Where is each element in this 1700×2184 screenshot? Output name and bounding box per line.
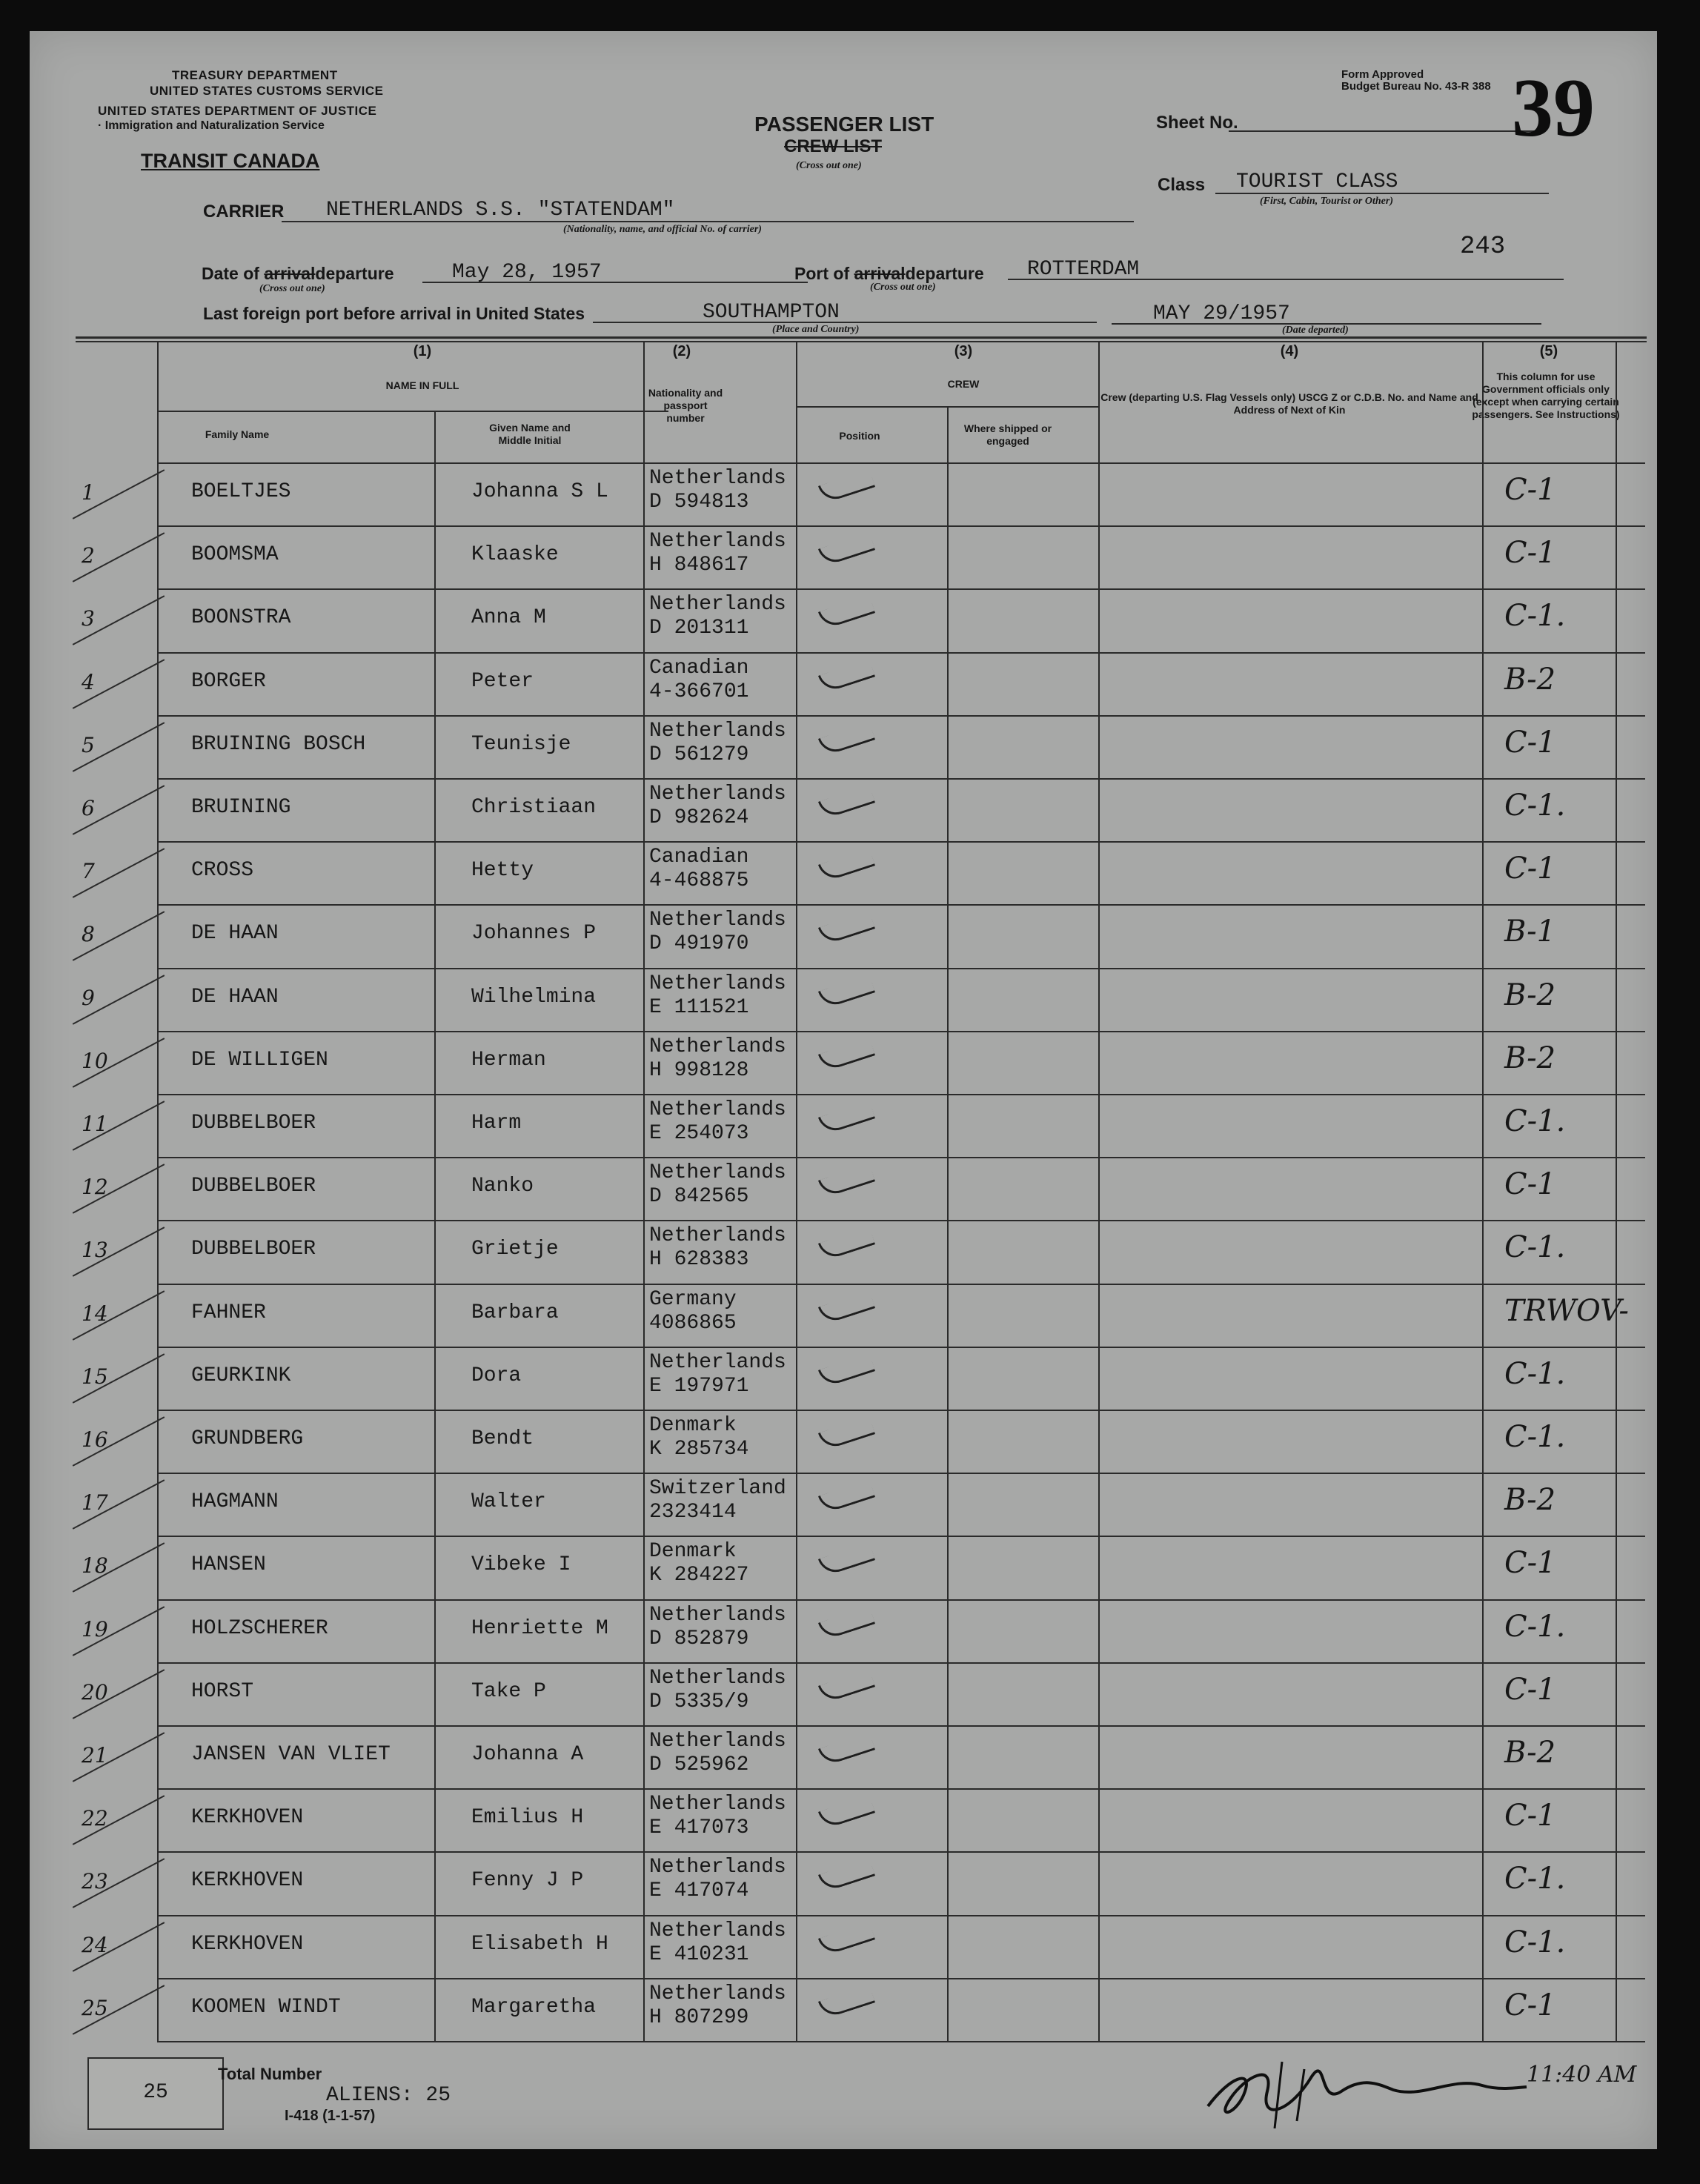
official-code: C-1: [1504, 1672, 1556, 1707]
passport-number: 4-468875: [649, 869, 749, 893]
family-name: KOOMEN WINDT: [191, 1995, 341, 2019]
nationality: Netherlands: [649, 1098, 786, 1121]
nationality: Netherlands: [649, 1603, 786, 1627]
passport-number: K 284227: [649, 1564, 749, 1587]
given-name: Christiaan: [471, 796, 597, 819]
row-number: 19: [82, 1616, 108, 1642]
given-name: Elisabeth H: [471, 1932, 608, 1956]
nationality: Netherlands: [649, 1793, 786, 1816]
passport-number: D 852879: [649, 1627, 749, 1650]
official-code: B-2: [1504, 1040, 1556, 1075]
table-row: [30, 1662, 1657, 1725]
family-name: GRUNDBERG: [191, 1427, 304, 1450]
official-code: C-1.: [1504, 599, 1566, 634]
table-row: [30, 1410, 1657, 1473]
port-label: [794, 264, 984, 284]
row-number: 14: [82, 1301, 108, 1326]
family-name: BOELTJES: [191, 480, 291, 503]
row-number: 11: [82, 1112, 108, 1136]
position-check-mark: [818, 912, 875, 946]
table-row: [30, 904, 1657, 967]
passport-number: E 417074: [649, 1879, 749, 1903]
position-check-mark: [818, 1606, 875, 1640]
nationality: Netherlands: [649, 783, 786, 806]
official-code: C-1: [1504, 1799, 1556, 1833]
passport-number: H 628383: [649, 1248, 749, 1272]
official-code: B-2: [1504, 978, 1556, 1012]
official-code: B-2: [1504, 662, 1556, 697]
given-name: Fenny J P: [471, 1869, 584, 1893]
nationality: Switzerland: [649, 1477, 786, 1501]
family-name: HOLZSCHERER: [191, 1616, 328, 1640]
given-name: Henriette M: [471, 1616, 608, 1640]
row-number: 4: [82, 669, 95, 694]
given-name: Herman: [471, 1048, 546, 1072]
official-code: B-2: [1504, 1483, 1556, 1518]
family-name: BORGER: [191, 669, 266, 693]
passport-number: E 111521: [649, 995, 749, 1019]
cross-out-hint: (Cross out one): [796, 160, 862, 171]
passport-number: H 807299: [649, 2005, 749, 2029]
col2-title: Nationality and passport number: [648, 387, 723, 424]
position-check-mark: [818, 785, 875, 819]
passport-number: D 5335/9: [649, 1690, 749, 1713]
date-departed-hint: (Date departed): [1282, 325, 1349, 336]
row-number: 8: [82, 922, 95, 947]
port-hint: (Cross out one): [870, 282, 936, 293]
table-row: [30, 1220, 1657, 1283]
given-name: Harm: [471, 1112, 522, 1135]
class-hint: (First, Cabin, Tourist or Other): [1260, 196, 1393, 207]
carrier-hint: (Nationality, name, and official No. of carrier): [563, 224, 762, 235]
official-code: C-1: [1504, 1988, 1556, 2022]
last-port-hint: (Place and Country): [772, 324, 860, 335]
aliens-count: ALIENS: 25: [326, 2084, 451, 2107]
sheet-label: Sheet No.: [1156, 113, 1238, 133]
table-row: [30, 778, 1657, 841]
sheet-number: 39: [1512, 62, 1595, 154]
official-code: B-2: [1504, 1736, 1556, 1770]
official-code: C-1.: [1504, 1925, 1566, 1959]
position-header: Position: [839, 430, 880, 442]
total-box: [87, 2057, 224, 2130]
nationality: Netherlands: [649, 1224, 786, 1248]
official-code: C-1.: [1504, 1420, 1566, 1454]
official-code: C-1.: [1504, 789, 1566, 823]
family-name: CROSS: [191, 859, 254, 883]
nationality: Netherlands: [649, 467, 786, 490]
table-row: [30, 1599, 1657, 1662]
port-prefix: Port of: [794, 264, 850, 283]
nationality: Netherlands: [649, 1666, 786, 1690]
position-check-mark: [818, 1796, 875, 1830]
given-name: Vibeke I: [471, 1553, 571, 1577]
position-check-mark: [818, 1353, 875, 1387]
passport-number: E 410231: [649, 1942, 749, 1966]
col3-title: CREW: [947, 378, 980, 390]
budget-bureau: Budget Bureau No. 43-R 388: [1341, 80, 1491, 93]
position-check-mark: [818, 1669, 875, 1703]
table-row: [30, 1347, 1657, 1410]
passport-number: 2323414: [649, 1501, 737, 1524]
official-code: B-1: [1504, 915, 1556, 949]
nationality: Netherlands: [649, 593, 786, 617]
passport-number: D 525962: [649, 1753, 749, 1776]
col1-number: (1): [413, 343, 432, 359]
passport-number: D 594813: [649, 491, 749, 514]
row-number: 21: [82, 1743, 108, 1768]
given-name: Barbara: [471, 1301, 559, 1324]
position-check-mark: [818, 469, 875, 503]
family-name: JANSEN VAN VLIET: [191, 1743, 391, 1766]
official-code: C-1: [1504, 536, 1556, 571]
treasury-heading: TREASURY DEPARTMENT: [172, 68, 338, 82]
given-name: Anna M: [471, 606, 546, 630]
position-check-mark: [818, 1101, 875, 1135]
official-code: TRWOV-: [1504, 1293, 1629, 1328]
last-port-value: SOUTHAMPTON: [703, 301, 840, 324]
table-row: [30, 715, 1657, 778]
row-rule: [157, 2041, 1645, 2042]
table-row: [30, 462, 1657, 525]
table-row: [30, 1157, 1657, 1220]
table-row: [30, 1094, 1657, 1157]
given-name: Nanko: [471, 1175, 534, 1198]
table-row: [30, 1788, 1657, 1851]
table-row: [30, 1284, 1657, 1347]
row-number: 1: [82, 480, 95, 505]
officer-signature: [1201, 2047, 1541, 2136]
nationality: Netherlands: [649, 1350, 786, 1374]
passport-number: H 848617: [649, 554, 749, 577]
col4-number: (4): [1280, 343, 1299, 359]
official-code: C-1: [1504, 1167, 1556, 1202]
col4-title: Crew (departing U.S. Flag Vessels only) USCG Z or C.D.B. No. and Name and Address of Next of Kin: [1100, 391, 1478, 416]
official-code: C-1: [1504, 1546, 1556, 1581]
official-code: C-1: [1504, 473, 1556, 507]
family-name-header: Family Name: [205, 428, 270, 440]
date-prefix: Date of: [202, 264, 259, 283]
passport-number: E 417073: [649, 1816, 749, 1840]
col1-title: NAME IN FULL: [385, 379, 459, 391]
given-name: Wilhelmina: [471, 985, 597, 1009]
row-number: 5: [82, 732, 95, 757]
row-number: 2: [82, 543, 95, 568]
form-approved: Form Approved: [1341, 68, 1424, 81]
position-check-mark: [818, 1543, 875, 1577]
row-number: 25: [82, 1995, 108, 2020]
given-name: Johanna A: [471, 1743, 584, 1766]
stamp-number: 243: [1460, 233, 1506, 261]
row-number: 22: [82, 1806, 108, 1831]
family-name: HANSEN: [191, 1553, 266, 1577]
official-code: C-1.: [1504, 1104, 1566, 1138]
carrier-value: NETHERLANDS S.S. "STATENDAM": [326, 199, 675, 222]
official-code: C-1.: [1504, 1609, 1566, 1644]
given-name: Klaaske: [471, 543, 559, 567]
table-row: [30, 968, 1657, 1031]
passport-number: E 197971: [649, 1374, 749, 1398]
position-check-mark: [818, 1290, 875, 1324]
nationality: Netherlands: [649, 1161, 786, 1185]
transit-label: TRANSIT CANADA: [141, 150, 320, 172]
carrier-label: CARRIER: [203, 202, 285, 222]
official-code: C-1: [1504, 725, 1556, 760]
date-hint: (Cross out one): [259, 283, 325, 294]
position-check-mark: [818, 849, 875, 883]
official-code: C-1: [1504, 852, 1556, 886]
family-name: DUBBELBOER: [191, 1238, 316, 1261]
row-number: 3: [82, 606, 95, 631]
family-name: BRUINING: [191, 796, 291, 819]
table-row: [30, 525, 1657, 588]
position-check-mark: [818, 1480, 875, 1514]
table-row: [30, 1915, 1657, 1978]
total-label: Total Number: [218, 2065, 322, 2083]
position-check-mark: [818, 1164, 875, 1198]
col3-number: (3): [954, 343, 973, 359]
family-name: BOOMSMA: [191, 543, 279, 567]
date-departure-label: departure: [315, 264, 394, 283]
date-arrival-struck: arrival: [264, 264, 316, 283]
nationality: Netherlands: [649, 1035, 786, 1058]
row-number: 10: [82, 1048, 108, 1073]
position-check-mark: [818, 1732, 875, 1766]
class-label: Class: [1158, 175, 1206, 195]
nationality: Germany: [649, 1287, 737, 1311]
list-title-struck: CREW LIST: [784, 136, 882, 156]
family-name: FAHNER: [191, 1301, 266, 1324]
table-row: [30, 1031, 1657, 1094]
date-label: [202, 264, 394, 284]
given-name: Take P: [471, 1679, 546, 1703]
family-name: DE HAAN: [191, 985, 279, 1009]
family-name: KERKHOVEN: [191, 1869, 304, 1893]
row-number: 17: [82, 1490, 108, 1516]
passport-number: E 254073: [649, 1122, 749, 1145]
given-name-header: Given Name and Middle Initial: [489, 422, 571, 446]
official-code: C-1.: [1504, 1862, 1566, 1896]
official-code: C-1.: [1504, 1356, 1566, 1391]
row-number: 23: [82, 1869, 108, 1894]
family-name: DE WILLIGEN: [191, 1048, 328, 1072]
row-number: 6: [82, 796, 95, 820]
class-value: TOURIST CLASS: [1236, 170, 1398, 193]
family-name: BRUINING BOSCH: [191, 732, 366, 756]
row-number: 16: [82, 1427, 108, 1452]
position-check-mark: [818, 1227, 875, 1261]
row-number: 9: [82, 985, 95, 1010]
position-check-mark: [818, 596, 875, 630]
nationality: Denmark: [649, 1414, 737, 1437]
given-name: Peter: [471, 669, 534, 693]
family-name: KERKHOVEN: [191, 1806, 304, 1830]
passport-number: D 842565: [649, 1185, 749, 1209]
family-name: KERKHOVEN: [191, 1932, 304, 1956]
given-name: Grietje: [471, 1238, 559, 1261]
passport-number: H 998128: [649, 1058, 749, 1082]
family-name: HORST: [191, 1679, 254, 1703]
col5-title: This column for use Government officials only (except when carrying certain passengers. See Instructions): [1472, 371, 1620, 420]
position-check-mark: [818, 1985, 875, 2019]
passport-number: D 491970: [649, 932, 749, 956]
table-row: [30, 1473, 1657, 1536]
time-note: 11:40 AM: [1527, 2062, 1637, 2088]
family-name: BOONSTRA: [191, 606, 291, 630]
row-number: 12: [82, 1175, 108, 1200]
given-name: Dora: [471, 1364, 522, 1387]
family-name: DUBBELBOER: [191, 1112, 316, 1135]
passport-number: D 201311: [649, 617, 749, 640]
position-check-mark: [818, 722, 875, 756]
nationality: Netherlands: [649, 530, 786, 554]
given-name: Johanna S L: [471, 480, 608, 503]
given-name: Teunisje: [471, 732, 571, 756]
col2-number: (2): [672, 343, 691, 359]
list-title: PASSENGER LIST: [754, 113, 934, 136]
passport-number: 4-366701: [649, 680, 749, 703]
date-departed-value: MAY 29/1957: [1153, 302, 1290, 325]
nationality: Netherlands: [649, 1730, 786, 1753]
customs-heading: UNITED STATES CUSTOMS SERVICE: [150, 84, 384, 98]
table-row: [30, 1725, 1657, 1788]
port-arrival-struck: arrival: [854, 264, 906, 283]
row-number: 20: [82, 1679, 108, 1705]
position-check-mark: [818, 975, 875, 1009]
table-row: [30, 1536, 1657, 1599]
given-name: Walter: [471, 1490, 546, 1514]
col5-number: (5): [1539, 343, 1558, 359]
immigration-heading: · Immigration and Naturalization Service: [98, 119, 325, 132]
given-name: Bendt: [471, 1427, 534, 1450]
manifest-sheet: [30, 31, 1657, 2149]
nationality: Netherlands: [649, 1919, 786, 1942]
port-value: ROTTERDAM: [1027, 258, 1140, 281]
form-id: I-418 (1-1-57): [285, 2108, 376, 2124]
row-number: 15: [82, 1364, 108, 1389]
family-name: GEURKINK: [191, 1364, 291, 1387]
nationality: Netherlands: [649, 909, 786, 932]
family-name: HAGMANN: [191, 1490, 279, 1514]
row-number: 13: [82, 1238, 108, 1263]
row-number: 7: [82, 859, 95, 884]
table-row: [30, 588, 1657, 651]
position-check-mark: [818, 659, 875, 693]
family-name: DUBBELBOER: [191, 1175, 316, 1198]
table-row: [30, 841, 1657, 904]
last-port-label: Last foreign port before arrival in United States: [203, 304, 585, 323]
departure-date-value: May 28, 1957: [452, 261, 602, 284]
given-name: Johannes P: [471, 922, 597, 946]
nationality: Netherlands: [649, 1982, 786, 2005]
official-code: C-1.: [1504, 1230, 1566, 1265]
passport-number: D 561279: [649, 743, 749, 766]
position-check-mark: [818, 1038, 875, 1072]
position-check-mark: [818, 533, 875, 567]
nationality: Canadian: [649, 656, 749, 680]
nationality: Netherlands: [649, 1856, 786, 1879]
table-row: [30, 1851, 1657, 1914]
shipped-header: Where shipped or engaged: [963, 422, 1052, 447]
family-name: DE HAAN: [191, 922, 279, 946]
nationality: Canadian: [649, 846, 749, 869]
row-number: 24: [82, 1932, 108, 1957]
justice-heading: UNITED STATES DEPARTMENT OF JUSTICE: [98, 104, 377, 118]
table-row: [30, 1978, 1657, 2041]
given-name: Emilius H: [471, 1806, 584, 1830]
table-row: [30, 652, 1657, 715]
position-check-mark: [818, 1416, 875, 1450]
passport-number: D 982624: [649, 806, 749, 829]
position-check-mark: [818, 1859, 875, 1893]
nationality: Netherlands: [649, 972, 786, 995]
total-value: 25: [143, 2081, 168, 2104]
position-check-mark: [818, 1922, 875, 1956]
passport-number: K 285734: [649, 1438, 749, 1461]
row-number: 18: [82, 1553, 108, 1579]
nationality: Denmark: [649, 1540, 737, 1564]
given-name: Margaretha: [471, 1995, 597, 2019]
passport-number: 4086865: [649, 1311, 737, 1335]
given-name: Hetty: [471, 859, 534, 883]
nationality: Netherlands: [649, 719, 786, 743]
port-departure-label: departure: [905, 264, 984, 283]
